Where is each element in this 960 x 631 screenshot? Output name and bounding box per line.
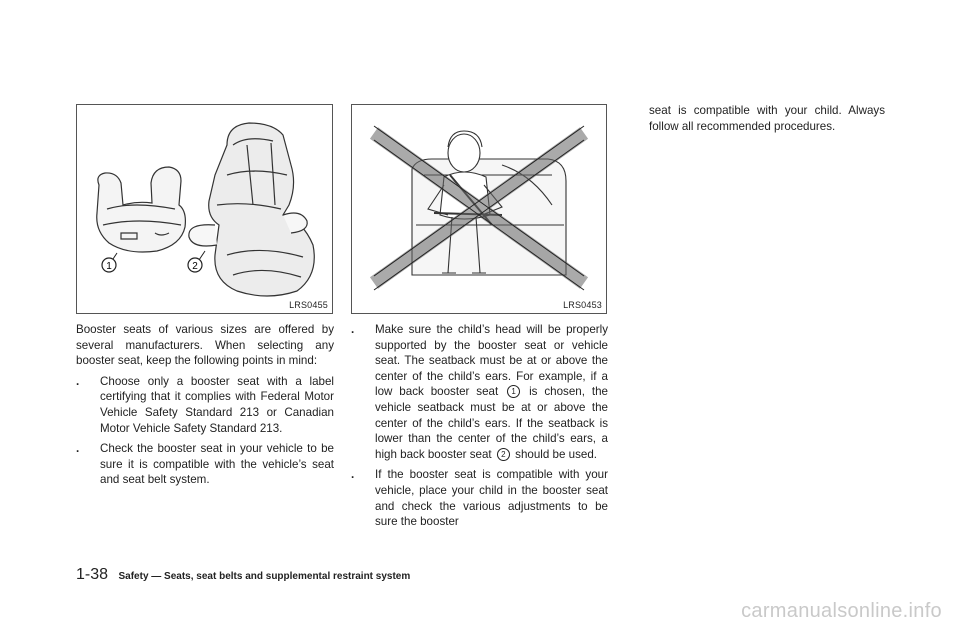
- figure-code-label: LRS0453: [563, 300, 602, 310]
- bullet-text: If the booster seat is compatible with your vehicle, place your child in the booster seat and check the various adjustments to be sure the booster: [375, 468, 608, 529]
- bullet-marker: .: [351, 468, 355, 482]
- incorrect-seating-illustration: [352, 105, 606, 313]
- bullet-marker: .: [76, 374, 80, 388]
- bullet-text-part3: should be used.: [515, 447, 598, 461]
- text-column-2: [351, 322, 608, 535]
- callout-2-inline: 2: [497, 448, 510, 461]
- page-footer: [76, 566, 410, 584]
- callout-2-text: 2: [192, 261, 198, 272]
- incorrect-seating-figure: [351, 104, 607, 314]
- bullet-label-requirement: [76, 374, 334, 436]
- bullet-marker: .: [76, 442, 80, 456]
- callout-1-inline: 1: [507, 385, 520, 398]
- bullet-text: Check the booster seat in your vehicle to be sure it is compatible with the vehicle’s seat and seat belt system.: [100, 442, 334, 487]
- page-number: 1-38: [76, 566, 109, 583]
- booster-seat-figure: [76, 104, 333, 314]
- bullet-head-support: [351, 322, 608, 462]
- bullet-text-part2: is chosen, the vehicle seatback must be at or above the center of the child’s ears. If the seatback is lower than the center of the child’s ears, a high back booster seat: [375, 385, 608, 461]
- intro-paragraph: Booster seats of various sizes are offered by several manufacturers. When selecting any booster seat, keep the following points in mind:: [76, 323, 334, 368]
- text-column-1: [76, 322, 334, 493]
- bullet-compatibility-check: [76, 441, 334, 488]
- bullet-marker: .: [351, 323, 355, 336]
- watermark: carmanualsonline.info: [741, 600, 942, 622]
- bullet-text: Choose only a booster seat with a label certifying that it complies with Federal Motor Vehicle Safety Standard 213 or Canadian Motor Vehicle Safety Standard 213.: [100, 374, 334, 435]
- text-column-3: [649, 103, 885, 139]
- callout-1-text: 1: [106, 261, 112, 272]
- bullet-adjustments: [351, 467, 608, 529]
- section-title: Safety — Seats, seat belts and supplemental restraint system: [118, 571, 411, 582]
- figure-code-label: LRS0455: [289, 300, 328, 310]
- bullet-text-part1: Make sure the child’s head will be properly supported by the booster seat or vehicle seat. The seatback must be at or above the center of the child’s ears. For example, if a low back booster seat: [375, 323, 608, 399]
- booster-seat-illustration: [77, 105, 332, 313]
- continuation-paragraph: seat is compatible with your child. Always follow all recommended procedures.: [649, 104, 885, 133]
